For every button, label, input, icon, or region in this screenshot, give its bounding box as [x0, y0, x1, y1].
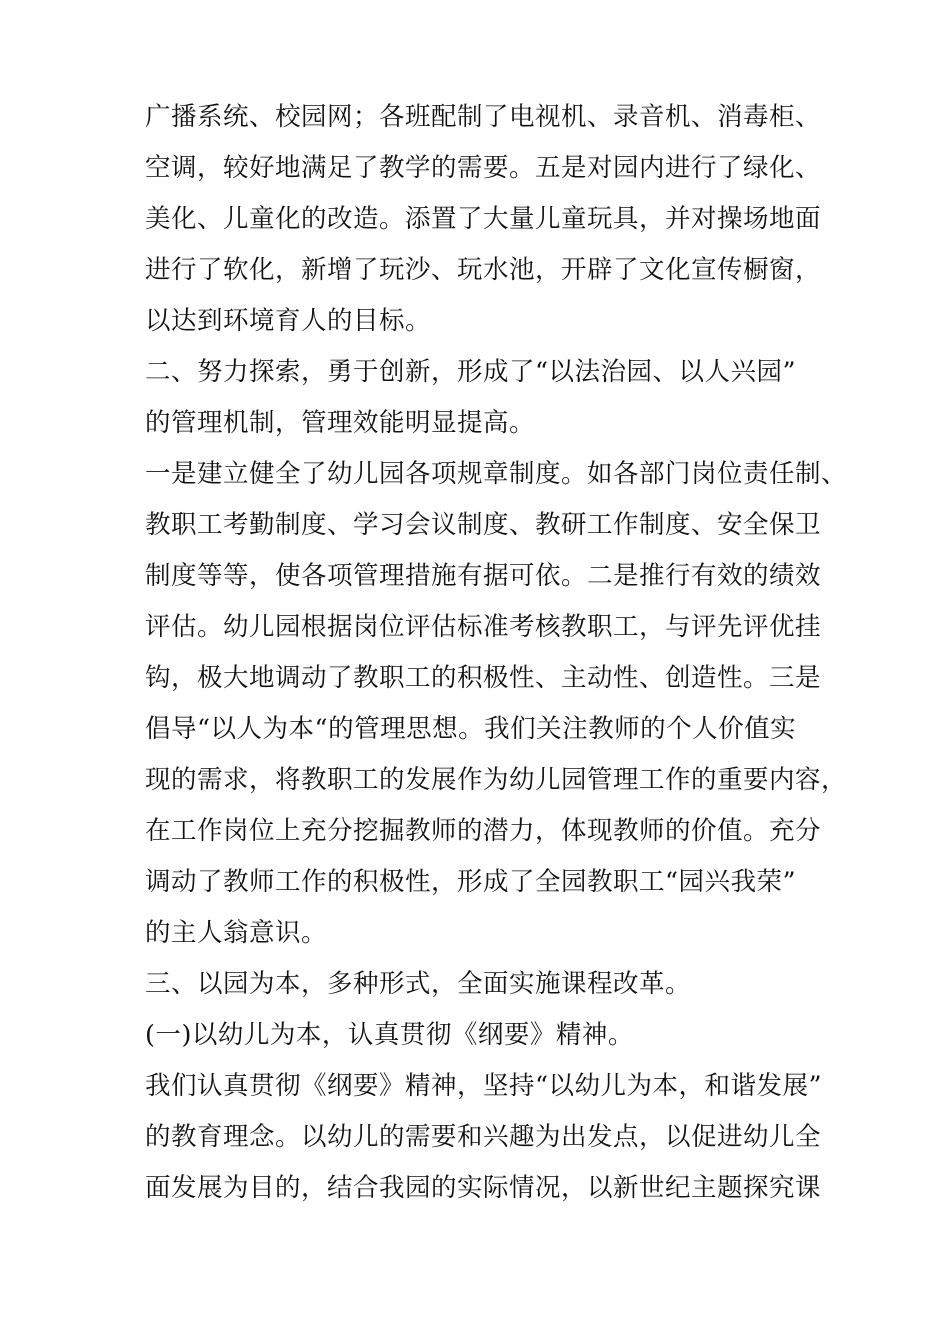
- section-heading: 二、努力探索，勇于创新，形成了“以法治园、以人兴园”: [145, 357, 797, 387]
- text-line: 空调，较好地满足了教学的需要。五是对园内进行了绿化、: [145, 153, 822, 183]
- text-line: 钩，极大地调动了教职工的积极性、主动性、创造性。三是: [145, 663, 822, 693]
- text-line: 的教育理念。以幼儿的需要和兴趣为出发点，以促进幼儿全: [145, 1122, 822, 1152]
- text-line: 美化、儿童化的改造。添置了大量儿童玩具，并对操场地面: [145, 204, 822, 234]
- document-body: [145, 92, 848, 1214]
- text-line: 一是建立健全了幼儿园各项规章制度。如各部门岗位责任制、: [145, 459, 848, 489]
- text-line: 以达到环境育人的目标。: [145, 306, 432, 336]
- text-line: 教职工考勤制度、学习会议制度、教研工作制度、安全保卫: [145, 510, 822, 540]
- section-heading: 三、以园为本，多种形式，全面实施课程改革。: [145, 969, 692, 999]
- section-heading: 的管理机制，管理效能明显提高。: [145, 408, 536, 438]
- text-line: 面发展为目的，结合我园的实际情况，以新世纪主题探究课: [145, 1173, 822, 1203]
- text-line: 广播系统、校园网；各班配制了电视机、录音机、消毒柜、: [145, 102, 822, 132]
- text-line: 的主人翁意识。: [145, 918, 328, 948]
- text-line: 评估。幼儿园根据岗位评估标准考核教职工，与评先评优挂: [145, 612, 822, 642]
- text-line: 进行了软化，新增了玩沙、玩水池，开辟了文化宣传橱窗，: [145, 255, 822, 285]
- text-line: 调动了教师工作的积极性，形成了全园教职工“园兴我荣”: [145, 867, 797, 897]
- text-line: 制度等等，使各项管理措施有据可依。二是推行有效的绩效: [145, 561, 822, 591]
- text-line: 现的需求，将教职工的发展作为幼儿园管理工作的重要内容，: [145, 765, 848, 795]
- text-line: 我们认真贯彻《纲要》精神，坚持“以幼儿为本，和谐发展”: [145, 1071, 823, 1101]
- text-line: 在工作岗位上充分挖掘教师的潜力，体现教师的价值。充分: [145, 816, 822, 846]
- subsection-heading: (一)以幼儿为本，认真贯彻《纲要》精神。: [145, 1020, 634, 1050]
- text-line: 倡导“以人为本“的管理思想。我们关注教师的个人价值实: [145, 714, 797, 744]
